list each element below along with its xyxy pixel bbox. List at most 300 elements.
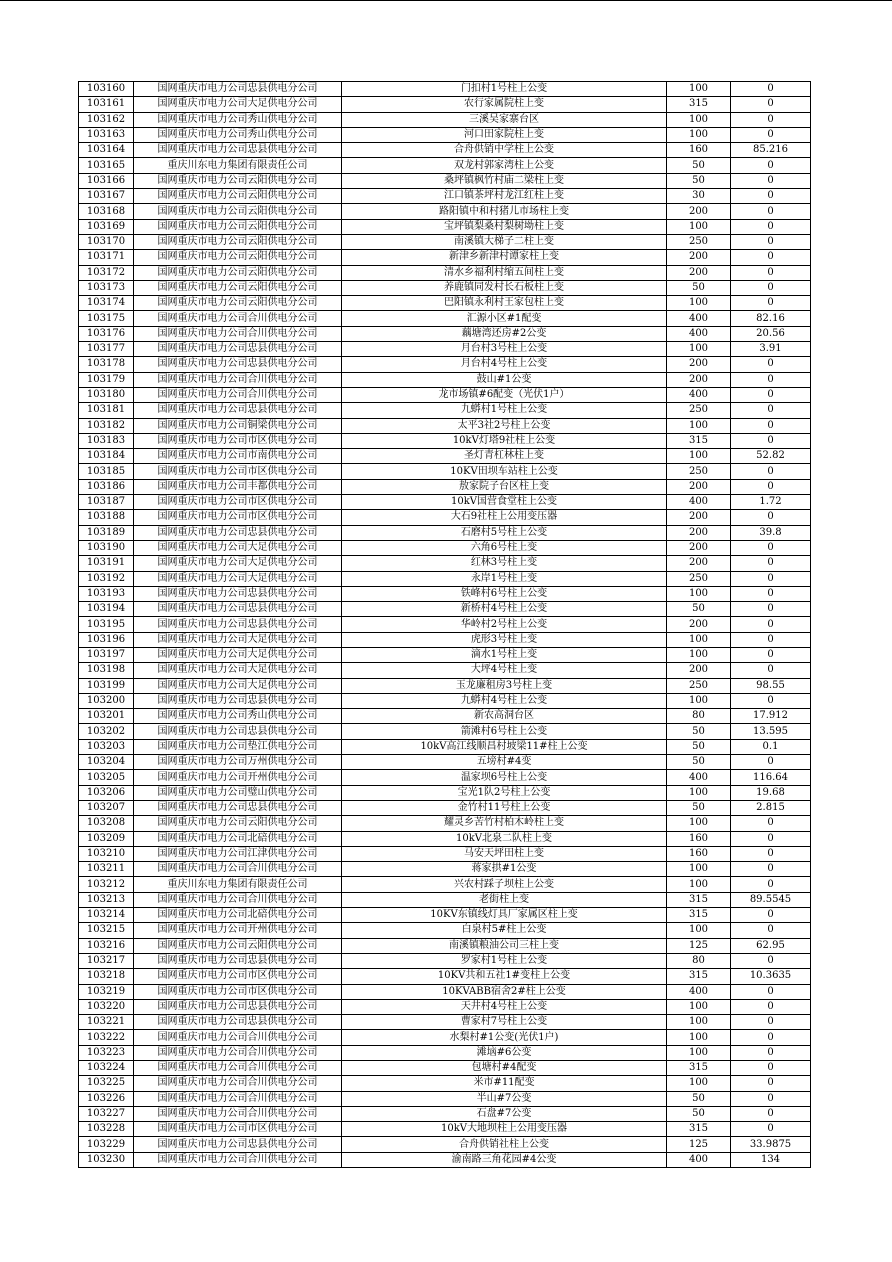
row-id-cell: 103185 — [79, 464, 134, 479]
table-row — [79, 647, 811, 662]
row-id-cell: 103196 — [79, 632, 134, 647]
transformer-name-cell: 马安天坪田柱上变 — [342, 846, 667, 861]
capacity-cell: 50 — [667, 724, 731, 739]
company-cell: 国网重庆市电力公司璧山供电分公司 — [134, 785, 342, 800]
transformer-name-cell: 红林3号柱上变 — [342, 556, 667, 571]
capacity-cell: 50 — [667, 1106, 731, 1121]
value-cell: 0 — [731, 984, 811, 999]
value-cell: 0 — [731, 1061, 811, 1076]
company-cell: 国网重庆市电力公司市区供电分公司 — [134, 433, 342, 448]
capacity-cell: 50 — [667, 1091, 731, 1106]
capacity-cell: 315 — [667, 969, 731, 984]
transformer-name-cell: 10kV灯塔9社柱上公变 — [342, 433, 667, 448]
capacity-cell: 315 — [667, 433, 731, 448]
transformer-name-cell: 龙市场镇#6配变（光伏1户） — [342, 387, 667, 402]
row-id-cell: 103193 — [79, 586, 134, 601]
table-row — [79, 403, 811, 418]
table-row — [79, 1106, 811, 1121]
row-id-cell: 103229 — [79, 1137, 134, 1152]
table-row — [79, 219, 811, 234]
row-id-cell: 103210 — [79, 846, 134, 861]
capacity-cell: 315 — [667, 1122, 731, 1137]
company-cell: 国网重庆市电力公司合川供电分公司 — [134, 892, 342, 907]
company-cell: 国网重庆市电力公司大足供电分公司 — [134, 97, 342, 112]
table-row — [79, 953, 811, 968]
table-row — [79, 189, 811, 204]
capacity-cell: 250 — [667, 234, 731, 249]
capacity-cell: 100 — [667, 1030, 731, 1045]
value-cell: 0 — [731, 479, 811, 494]
row-id-cell: 103192 — [79, 571, 134, 586]
row-id-cell: 103222 — [79, 1030, 134, 1045]
capacity-cell: 200 — [667, 663, 731, 678]
transformer-name-cell: 半山#7公变 — [342, 1091, 667, 1106]
row-id-cell: 103204 — [79, 755, 134, 770]
table-row — [79, 357, 811, 372]
value-cell: 0 — [731, 953, 811, 968]
value-cell: 0 — [731, 846, 811, 861]
company-cell: 国网重庆市电力公司开州供电分公司 — [134, 923, 342, 938]
capacity-cell: 100 — [667, 877, 731, 892]
table-row — [79, 923, 811, 938]
value-cell: 0 — [731, 418, 811, 433]
company-cell: 国网重庆市电力公司市南供电分公司 — [134, 449, 342, 464]
transformer-name-cell: 石盘#7公变 — [342, 1106, 667, 1121]
row-id-cell: 103197 — [79, 647, 134, 662]
row-id-cell: 103177 — [79, 342, 134, 357]
transformer-name-cell: 曹家村7号柱上公变 — [342, 1015, 667, 1030]
table-row — [79, 1045, 811, 1060]
row-id-cell: 103163 — [79, 127, 134, 142]
capacity-cell: 100 — [667, 999, 731, 1014]
table-row — [79, 1015, 811, 1030]
capacity-cell: 160 — [667, 846, 731, 861]
row-id-cell: 103220 — [79, 999, 134, 1014]
transformer-name-cell: 水梨村#1公变(光伏1户) — [342, 1030, 667, 1045]
transformer-name-cell: 圣灯青杠林柱上变 — [342, 449, 667, 464]
table-row — [79, 770, 811, 785]
capacity-cell: 250 — [667, 403, 731, 418]
capacity-cell: 100 — [667, 586, 731, 601]
company-cell: 国网重庆市电力公司秀山供电分公司 — [134, 112, 342, 127]
transformer-name-cell: 新桥村4号柱上公变 — [342, 602, 667, 617]
transformer-name-cell: 天井村4号柱上公变 — [342, 999, 667, 1014]
row-id-cell: 103168 — [79, 204, 134, 219]
transformer-name-cell: 包塘村#4配变 — [342, 1061, 667, 1076]
company-cell: 重庆川东电力集团有限责任公司 — [134, 158, 342, 173]
capacity-cell: 400 — [667, 311, 731, 326]
table-row — [79, 693, 811, 708]
transformer-name-cell: 10kV高江线顺昌村坡梁11#柱上公变 — [342, 739, 667, 754]
capacity-cell: 200 — [667, 479, 731, 494]
value-cell: 0 — [731, 923, 811, 938]
transformer-name-cell: 虎形3号柱上变 — [342, 632, 667, 647]
table-row — [79, 540, 811, 555]
company-cell: 国网重庆市电力公司忠县供电分公司 — [134, 999, 342, 1014]
value-cell: 0 — [731, 693, 811, 708]
transformer-name-cell: 养鹿镇同发村长石板柱上变 — [342, 280, 667, 295]
capacity-cell: 50 — [667, 280, 731, 295]
capacity-cell: 80 — [667, 953, 731, 968]
transformer-name-cell: 三溪吴家寨台区 — [342, 112, 667, 127]
capacity-cell: 100 — [667, 1076, 731, 1091]
transformer-name-cell: 温家坝6号柱上公变 — [342, 770, 667, 785]
row-id-cell: 103228 — [79, 1122, 134, 1137]
row-id-cell: 103167 — [79, 189, 134, 204]
value-cell: 0 — [731, 158, 811, 173]
company-cell: 国网重庆市电力公司云阳供电分公司 — [134, 250, 342, 265]
row-id-cell: 103188 — [79, 510, 134, 525]
company-cell: 国网重庆市电力公司大足供电分公司 — [134, 571, 342, 586]
table-row — [79, 724, 811, 739]
company-cell: 国网重庆市电力公司云阳供电分公司 — [134, 265, 342, 280]
row-id-cell: 103191 — [79, 556, 134, 571]
company-cell: 国网重庆市电力公司合川供电分公司 — [134, 1152, 342, 1167]
capacity-cell: 100 — [667, 296, 731, 311]
table-row — [79, 495, 811, 510]
table-row — [79, 234, 811, 249]
table-row — [79, 1091, 811, 1106]
row-id-cell: 103206 — [79, 785, 134, 800]
table-row — [79, 892, 811, 907]
row-id-cell: 103223 — [79, 1045, 134, 1060]
table-row — [79, 999, 811, 1014]
row-id-cell: 103195 — [79, 617, 134, 632]
capacity-cell: 400 — [667, 770, 731, 785]
value-cell: 62.95 — [731, 938, 811, 953]
table-row — [79, 280, 811, 295]
value-cell: 134 — [731, 1152, 811, 1167]
table-row — [79, 97, 811, 112]
company-cell: 国网重庆市电力公司云阳供电分公司 — [134, 280, 342, 295]
row-id-cell: 103214 — [79, 908, 134, 923]
company-cell: 国网重庆市电力公司忠县供电分公司 — [134, 953, 342, 968]
table-row — [79, 479, 811, 494]
row-id-cell: 103173 — [79, 280, 134, 295]
company-cell: 国网重庆市电力公司忠县供电分公司 — [134, 342, 342, 357]
transformer-name-cell: 10KV共和五社1#变柱上公变 — [342, 969, 667, 984]
value-cell: 0 — [731, 556, 811, 571]
value-cell: 2.815 — [731, 800, 811, 815]
value-cell: 33.9875 — [731, 1137, 811, 1152]
row-id-cell: 103165 — [79, 158, 134, 173]
capacity-cell: 100 — [667, 1015, 731, 1030]
value-cell: 0 — [731, 1015, 811, 1030]
row-id-cell: 103174 — [79, 296, 134, 311]
capacity-cell: 100 — [667, 632, 731, 647]
capacity-cell: 200 — [667, 525, 731, 540]
row-id-cell: 103226 — [79, 1091, 134, 1106]
company-cell: 国网重庆市电力公司云阳供电分公司 — [134, 816, 342, 831]
row-id-cell: 103207 — [79, 800, 134, 815]
value-cell: 13.595 — [731, 724, 811, 739]
row-id-cell: 103208 — [79, 816, 134, 831]
row-id-cell: 103179 — [79, 372, 134, 387]
value-cell: 0 — [731, 1091, 811, 1106]
company-cell: 国网重庆市电力公司大足供电分公司 — [134, 540, 342, 555]
company-cell: 国网重庆市电力公司合川供电分公司 — [134, 387, 342, 402]
table-row — [79, 82, 811, 97]
transformer-name-cell: 双龙村郭家湾柱上公变 — [342, 158, 667, 173]
value-cell: 0 — [731, 999, 811, 1014]
company-cell: 国网重庆市电力公司合川供电分公司 — [134, 1076, 342, 1091]
value-cell: 0 — [731, 586, 811, 601]
company-cell: 国网重庆市电力公司忠县供电分公司 — [134, 1015, 342, 1030]
value-cell: 85.216 — [731, 143, 811, 158]
row-id-cell: 103202 — [79, 724, 134, 739]
company-cell: 国网重庆市电力公司合川供电分公司 — [134, 372, 342, 387]
row-id-cell: 103161 — [79, 97, 134, 112]
transformer-name-cell: 铁峰村6号柱上公变 — [342, 586, 667, 601]
table-row — [79, 433, 811, 448]
transformer-name-cell: 门扣村1号柱上公变 — [342, 82, 667, 97]
company-cell: 国网重庆市电力公司合川供电分公司 — [134, 326, 342, 341]
capacity-cell: 400 — [667, 387, 731, 402]
company-cell: 国网重庆市电力公司忠县供电分公司 — [134, 693, 342, 708]
value-cell: 0 — [731, 862, 811, 877]
table-row — [79, 449, 811, 464]
table-row — [79, 632, 811, 647]
transformer-name-cell: 大坪4号柱上变 — [342, 663, 667, 678]
capacity-cell: 50 — [667, 739, 731, 754]
table-row — [79, 418, 811, 433]
table-row — [79, 739, 811, 754]
capacity-cell: 250 — [667, 464, 731, 479]
table-row — [79, 1122, 811, 1137]
value-cell: 116.64 — [731, 770, 811, 785]
row-id-cell: 103199 — [79, 678, 134, 693]
capacity-cell: 50 — [667, 158, 731, 173]
capacity-cell: 100 — [667, 82, 731, 97]
transformer-name-cell: 10KVABB宿舍2#柱上公变 — [342, 984, 667, 999]
company-cell: 国网重庆市电力公司大足供电分公司 — [134, 632, 342, 647]
capacity-cell: 315 — [667, 97, 731, 112]
table-body — [79, 82, 811, 1168]
value-cell: 0 — [731, 1106, 811, 1121]
company-cell: 国网重庆市电力公司忠县供电分公司 — [134, 586, 342, 601]
capacity-cell: 50 — [667, 173, 731, 188]
table-row — [79, 464, 811, 479]
company-cell: 国网重庆市电力公司忠县供电分公司 — [134, 357, 342, 372]
page-top-rule — [0, 0, 892, 1]
transformer-name-cell: 月台村3号柱上公变 — [342, 342, 667, 357]
row-id-cell: 103215 — [79, 923, 134, 938]
transformer-name-cell: 兴农村踩子坝柱上公变 — [342, 877, 667, 892]
transformer-name-cell: 九蟒村4号柱上公变 — [342, 693, 667, 708]
row-id-cell: 103224 — [79, 1061, 134, 1076]
value-cell: 0 — [731, 357, 811, 372]
company-cell: 国网重庆市电力公司忠县供电分公司 — [134, 602, 342, 617]
table-row — [79, 969, 811, 984]
capacity-cell: 100 — [667, 693, 731, 708]
value-cell: 0 — [731, 464, 811, 479]
value-cell: 0 — [731, 755, 811, 770]
company-cell: 国网重庆市电力公司市区供电分公司 — [134, 510, 342, 525]
transformer-name-cell: 敖家院子台区柱上变 — [342, 479, 667, 494]
capacity-cell: 100 — [667, 127, 731, 142]
company-cell: 国网重庆市电力公司北碚供电分公司 — [134, 908, 342, 923]
value-cell: 0 — [731, 82, 811, 97]
row-id-cell: 103209 — [79, 831, 134, 846]
capacity-cell: 250 — [667, 678, 731, 693]
row-id-cell: 103213 — [79, 892, 134, 907]
transformer-name-cell: 南溪镇大梯子二柱上变 — [342, 234, 667, 249]
table-row — [79, 617, 811, 632]
row-id-cell: 103211 — [79, 862, 134, 877]
row-id-cell: 103200 — [79, 693, 134, 708]
transformer-name-cell: 华岭村2号柱上公变 — [342, 617, 667, 632]
transformer-name-cell: 九蟒村1号柱上公变 — [342, 403, 667, 418]
value-cell: 0 — [731, 112, 811, 127]
table-row — [79, 143, 811, 158]
value-cell: 0 — [731, 571, 811, 586]
value-cell: 0 — [731, 403, 811, 418]
capacity-cell: 100 — [667, 1045, 731, 1060]
company-cell: 国网重庆市电力公司开州供电分公司 — [134, 770, 342, 785]
capacity-cell: 200 — [667, 540, 731, 555]
transformer-name-cell: 10KV东镇线灯具厂家属区柱上变 — [342, 908, 667, 923]
transformer-name-cell: 河口田家院柱上变 — [342, 127, 667, 142]
table-row — [79, 1076, 811, 1091]
company-cell: 国网重庆市电力公司大足供电分公司 — [134, 647, 342, 662]
row-id-cell: 103175 — [79, 311, 134, 326]
company-cell: 国网重庆市电力公司忠县供电分公司 — [134, 143, 342, 158]
transformer-name-cell: 藕塘湾还房#2公变 — [342, 326, 667, 341]
company-cell: 国网重庆市电力公司大足供电分公司 — [134, 663, 342, 678]
company-cell: 国网重庆市电力公司垫江供电分公司 — [134, 739, 342, 754]
company-cell: 国网重庆市电力公司忠县供电分公司 — [134, 82, 342, 97]
value-cell: 0 — [731, 387, 811, 402]
capacity-cell: 400 — [667, 984, 731, 999]
transformer-name-cell: 米市#11配变 — [342, 1076, 667, 1091]
transformer-name-cell: 罗家村1号柱上公变 — [342, 953, 667, 968]
company-cell: 国网重庆市电力公司云阳供电分公司 — [134, 189, 342, 204]
company-cell: 国网重庆市电力公司云阳供电分公司 — [134, 938, 342, 953]
value-cell: 0 — [731, 632, 811, 647]
capacity-cell: 200 — [667, 510, 731, 525]
value-cell: 10.3635 — [731, 969, 811, 984]
transformer-name-cell: 10KV田坝车站柱上公变 — [342, 464, 667, 479]
table-row — [79, 311, 811, 326]
value-cell: 0 — [731, 204, 811, 219]
row-id-cell: 103217 — [79, 953, 134, 968]
row-id-cell: 103172 — [79, 265, 134, 280]
table-row — [79, 785, 811, 800]
company-cell: 国网重庆市电力公司合川供电分公司 — [134, 1091, 342, 1106]
capacity-cell: 400 — [667, 326, 731, 341]
row-id-cell: 103184 — [79, 449, 134, 464]
row-id-cell: 103176 — [79, 326, 134, 341]
transformer-name-cell: 农行家属院柱上变 — [342, 97, 667, 112]
table-row — [79, 510, 811, 525]
table-row — [79, 755, 811, 770]
transformer-name-cell: 滩垴#6公变 — [342, 1045, 667, 1060]
capacity-cell: 200 — [667, 250, 731, 265]
capacity-cell: 100 — [667, 112, 731, 127]
transformer-name-cell: 蒋家拱#1公变 — [342, 862, 667, 877]
capacity-cell: 315 — [667, 908, 731, 923]
transformer-name-cell: 南溪镇粮油公司三柱上变 — [342, 938, 667, 953]
table-row — [79, 1152, 811, 1167]
table-row — [79, 250, 811, 265]
transformer-name-cell: 月台村4号柱上公变 — [342, 357, 667, 372]
value-cell: 0 — [731, 372, 811, 387]
row-id-cell: 103164 — [79, 143, 134, 158]
company-cell: 国网重庆市电力公司大足供电分公司 — [134, 678, 342, 693]
company-cell: 国网重庆市电力公司忠县供电分公司 — [134, 724, 342, 739]
value-cell: 17.912 — [731, 709, 811, 724]
value-cell: 0 — [731, 433, 811, 448]
row-id-cell: 103219 — [79, 984, 134, 999]
row-id-cell: 103218 — [79, 969, 134, 984]
capacity-cell: 160 — [667, 143, 731, 158]
row-id-cell: 103201 — [79, 709, 134, 724]
capacity-cell: 50 — [667, 755, 731, 770]
value-cell: 0 — [731, 97, 811, 112]
capacity-cell: 200 — [667, 357, 731, 372]
row-id-cell: 103187 — [79, 495, 134, 510]
value-cell: 0 — [731, 234, 811, 249]
row-id-cell: 103216 — [79, 938, 134, 953]
value-cell: 89.5545 — [731, 892, 811, 907]
transformer-name-cell: 耀灵乡苦竹村柏木岭柱上变 — [342, 816, 667, 831]
table-row — [79, 1061, 811, 1076]
value-cell: 0 — [731, 173, 811, 188]
transformer-name-cell: 老街柱上变 — [342, 892, 667, 907]
row-id-cell: 103190 — [79, 540, 134, 555]
capacity-cell: 125 — [667, 938, 731, 953]
capacity-cell: 200 — [667, 556, 731, 571]
capacity-cell: 160 — [667, 831, 731, 846]
capacity-cell: 200 — [667, 265, 731, 280]
company-cell: 国网重庆市电力公司合川供电分公司 — [134, 862, 342, 877]
value-cell: 3.91 — [731, 342, 811, 357]
table-row — [79, 1137, 811, 1152]
table-row — [79, 556, 811, 571]
value-cell: 0 — [731, 816, 811, 831]
capacity-cell: 30 — [667, 189, 731, 204]
transformer-name-cell: 桑坪镇枫竹村庙二梁柱上变 — [342, 173, 667, 188]
capacity-cell: 250 — [667, 571, 731, 586]
capacity-cell: 200 — [667, 204, 731, 219]
value-cell: 0 — [731, 617, 811, 632]
transformer-name-cell: 10kV北泉二队柱上变 — [342, 831, 667, 846]
company-cell: 国网重庆市电力公司合川供电分公司 — [134, 1030, 342, 1045]
company-cell: 国网重庆市电力公司大足供电分公司 — [134, 556, 342, 571]
row-id-cell: 103162 — [79, 112, 134, 127]
row-id-cell: 103227 — [79, 1106, 134, 1121]
transformer-name-cell: 箭滩村6号柱上公变 — [342, 724, 667, 739]
capacity-cell: 100 — [667, 342, 731, 357]
transformer-name-cell: 石磨村5号柱上公变 — [342, 525, 667, 540]
transformer-name-cell: 永岸1号柱上变 — [342, 571, 667, 586]
table-row — [79, 173, 811, 188]
company-cell: 国网重庆市电力公司忠县供电分公司 — [134, 617, 342, 632]
row-id-cell: 103212 — [79, 877, 134, 892]
transformer-name-cell: 合舟供销中学柱上公变 — [342, 143, 667, 158]
row-id-cell: 103225 — [79, 1076, 134, 1091]
company-cell: 国网重庆市电力公司市区供电分公司 — [134, 464, 342, 479]
row-id-cell: 103230 — [79, 1152, 134, 1167]
row-id-cell: 103166 — [79, 173, 134, 188]
table-row — [79, 663, 811, 678]
capacity-cell: 200 — [667, 372, 731, 387]
capacity-cell: 400 — [667, 495, 731, 510]
capacity-cell: 200 — [667, 617, 731, 632]
transformer-name-cell: 玉龙廉租房3号柱上变 — [342, 678, 667, 693]
row-id-cell: 103169 — [79, 219, 134, 234]
value-cell: 0 — [731, 1030, 811, 1045]
